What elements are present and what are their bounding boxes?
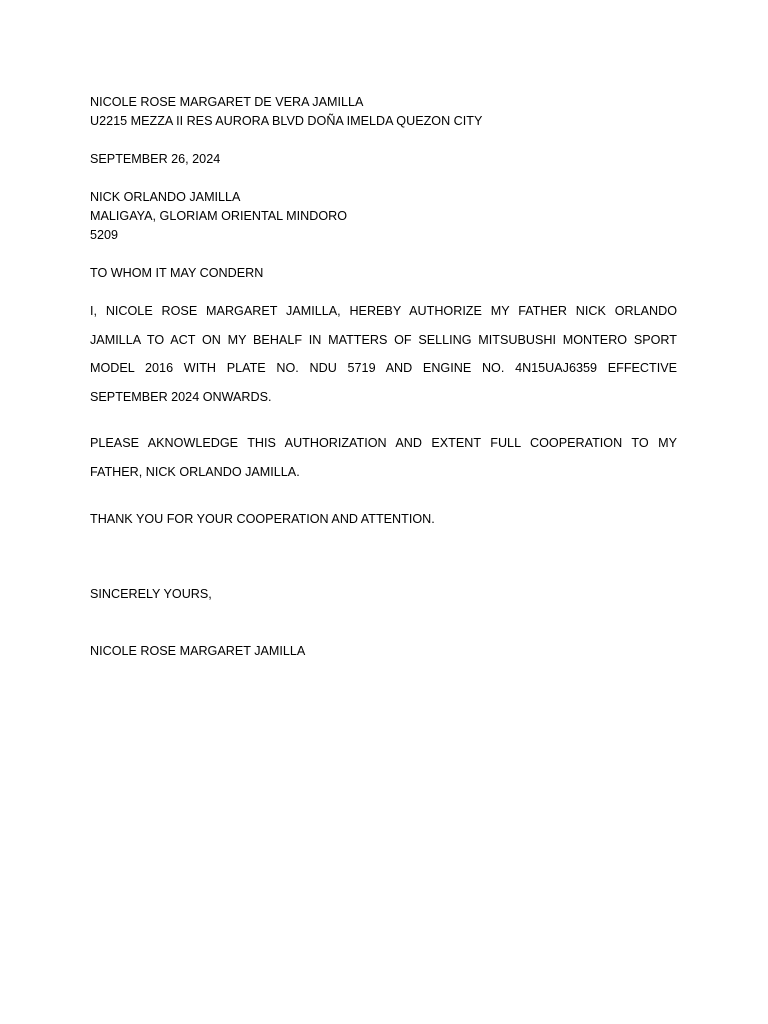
salutation: TO WHOM IT MAY CONDERN	[90, 266, 264, 280]
closing-block	[90, 585, 677, 604]
sender-name: NICOLE ROSE MARGARET DE VERA JAMILLA	[90, 95, 364, 109]
salutation-block	[90, 264, 677, 283]
signature-block	[90, 642, 677, 661]
letter-date: SEPTEMBER 26, 2024	[90, 152, 221, 166]
acknowledgement-paragraph: PLEASE AKNOWLEDGE THIS AUTHORIZATION AND EXTENT FULL COOPERATION TO MY FATHER, NICK ORLANDO JAMILLA.	[90, 436, 677, 479]
letter-date-block	[90, 150, 677, 169]
closing-phrase: SINCERELY YOURS,	[90, 587, 212, 601]
thank-you-paragraph: THANK YOU FOR YOUR COOPERATION AND ATTENTION.	[90, 512, 435, 526]
recipient-name: NICK ORLANDO JAMILLA	[90, 190, 241, 204]
paragraph-block	[90, 429, 677, 486]
sender-block	[90, 93, 677, 131]
authorization-paragraph: I, NICOLE ROSE MARGARET JAMILLA, HEREBY AUTHORIZE MY FATHER NICK ORLANDO JAMILLA TO ACT ON MY BEHALF IN MATTERS OF SELLING MITSUBUSHI MONTERO SPORT MODEL 2016 WITH PLATE NO. NDU 5719 AND ENGINE NO. 4N15UAJ6359 EFFECTIVE SEPTEMBER 2024 ONWARDS.	[90, 304, 677, 404]
paragraph-block	[90, 510, 677, 529]
recipient-address: MALIGAYA, GLORIAM ORIENTAL MINDORO	[90, 209, 348, 223]
paragraph-block	[90, 297, 677, 411]
recipient-postal-code: 5209	[90, 228, 119, 242]
sender-address: U2215 MEZZA II RES AURORA BLVD DOÑA IMELDA QUEZON CITY	[90, 114, 483, 128]
recipient-block	[90, 188, 677, 245]
signature-name: NICOLE ROSE MARGARET JAMILLA	[90, 644, 306, 658]
